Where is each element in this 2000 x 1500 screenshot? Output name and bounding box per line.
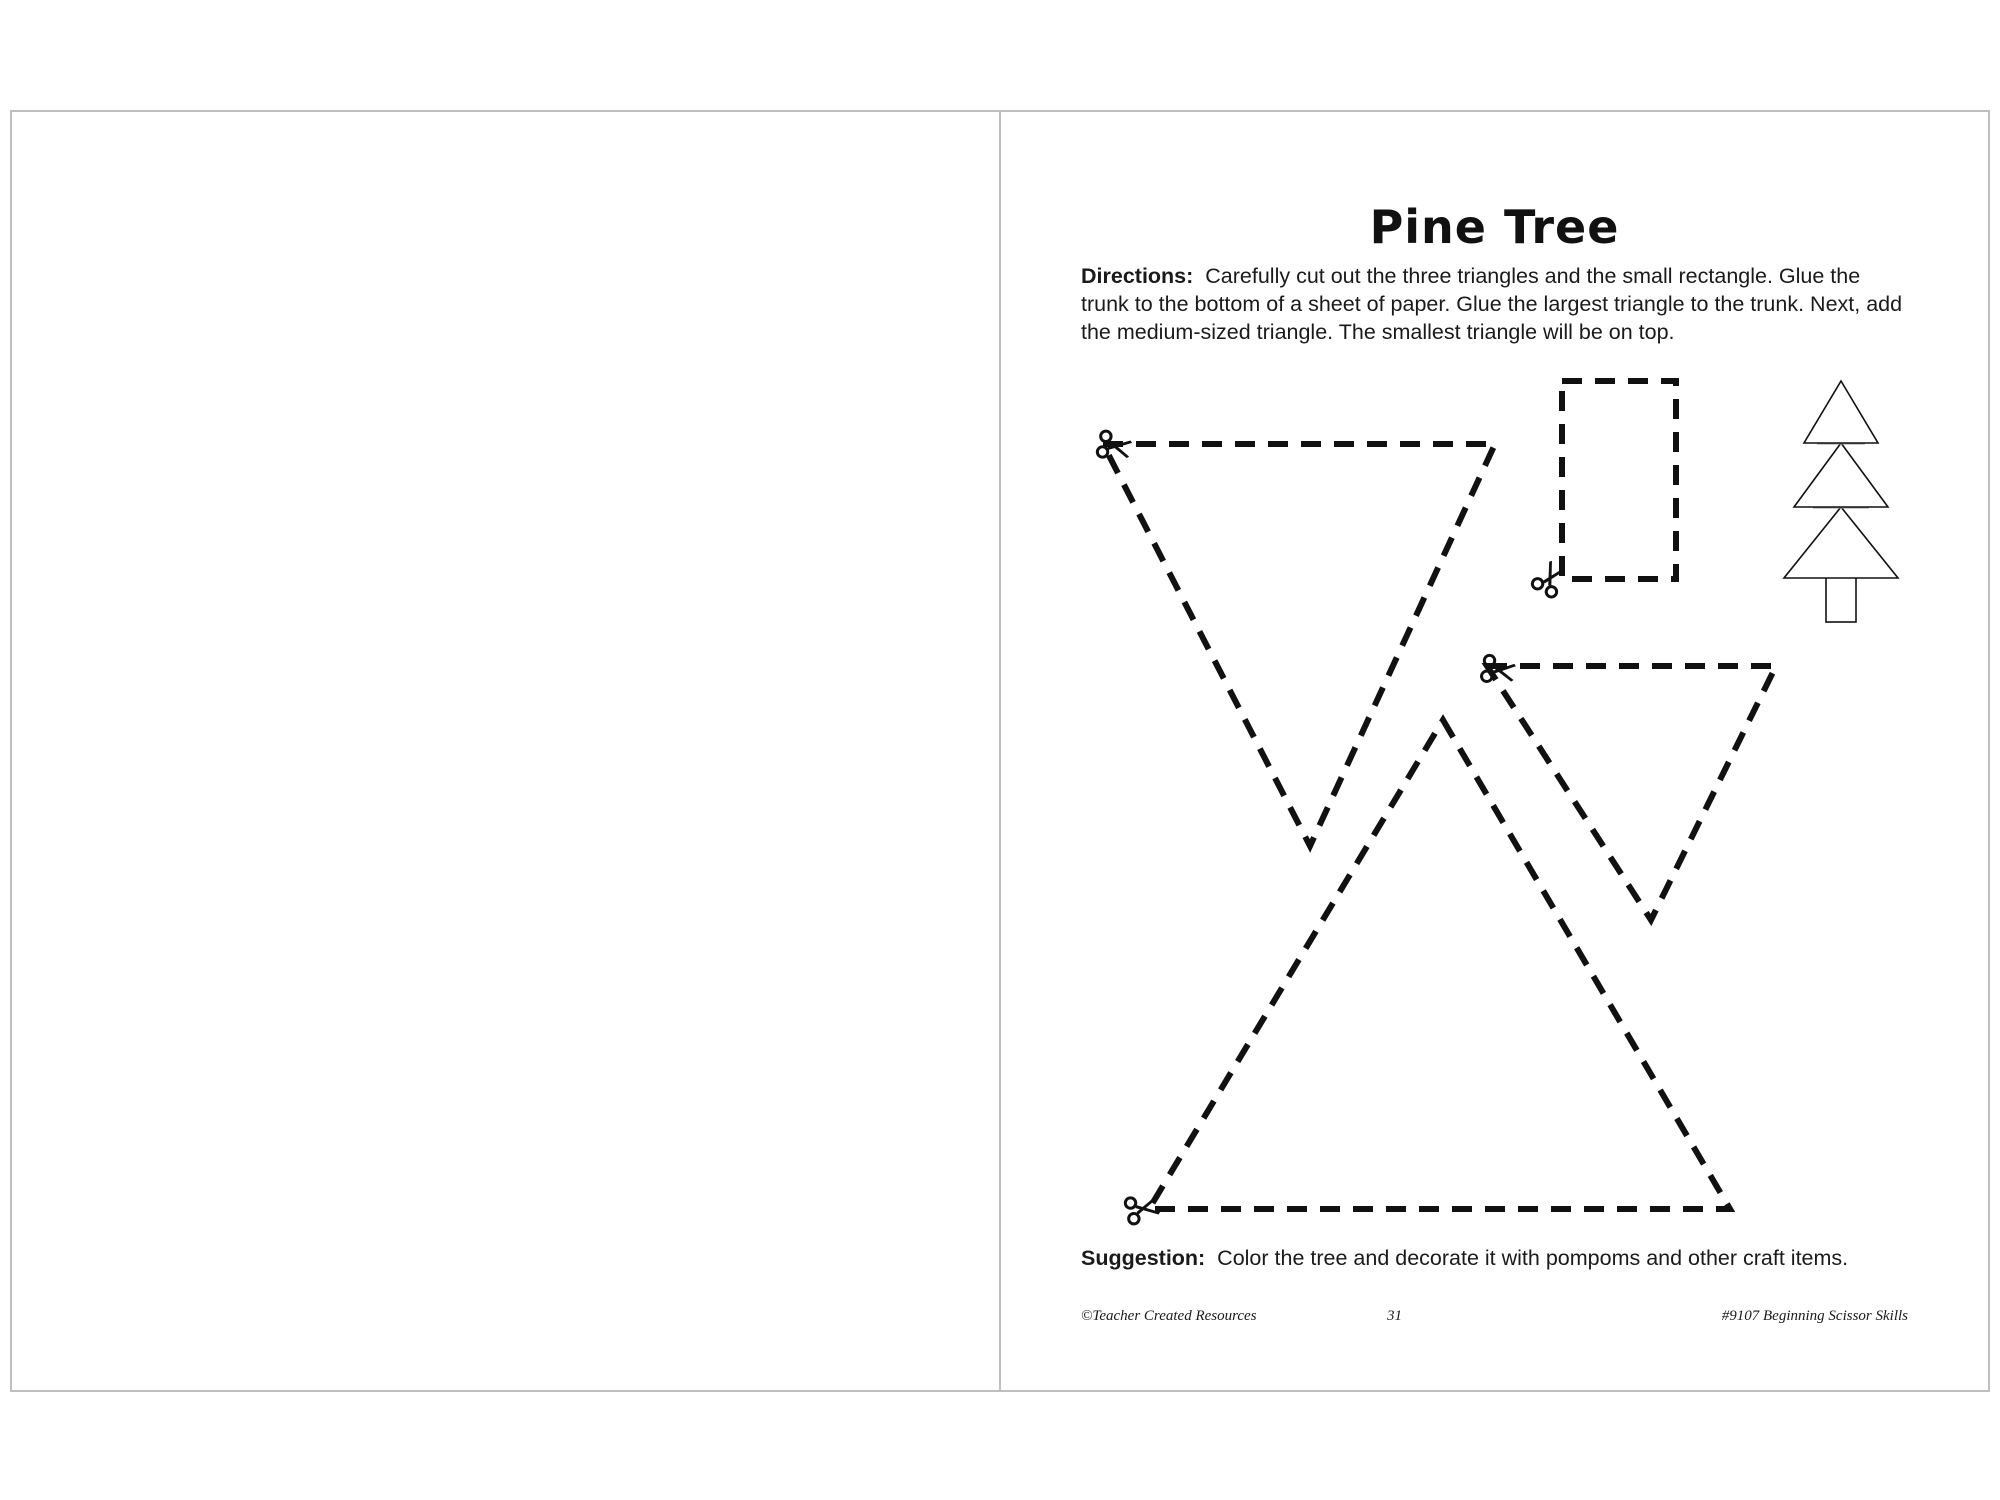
directions-text: Carefully cut out the three triangles and the small rectangle. Glue the trunk to the bottom of a sheet of paper. Glue the largest triangle to the trunk. Next, add the medium-sized triangle. The smallest triangle will be on top. [1081, 264, 1903, 344]
suggestion-paragraph [1081, 1244, 1941, 1272]
book-spread [10, 110, 1990, 1392]
right-page [1001, 112, 1988, 1390]
trunk-rectangle-cut-line [1562, 381, 1676, 579]
pine-tree-icon [1784, 381, 1898, 622]
small-triangle-cut-line [1103, 444, 1495, 846]
directions-label: Directions: [1081, 264, 1194, 288]
scissors-icon [1096, 430, 1133, 463]
page-title: Pine Tree [1369, 200, 1620, 254]
cutting-pieces [1001, 112, 1988, 1394]
medium-triangle-cut-line [1487, 666, 1776, 920]
large-triangle-cut-line [1149, 720, 1730, 1209]
footer-copyright: ©Teacher Created Resources [1081, 1308, 1257, 1324]
left-page-blank [12, 112, 1001, 1390]
footer-book-title: #9107 Beginning Scissor Skills [1721, 1308, 1908, 1324]
suggestion-label: Suggestion: [1081, 1246, 1206, 1270]
suggestion-text: Color the tree and decorate it with pompoms and other craft items. [1217, 1246, 1849, 1270]
footer-page-number: 31 [1387, 1308, 1402, 1324]
scissors-icon [1481, 655, 1517, 687]
